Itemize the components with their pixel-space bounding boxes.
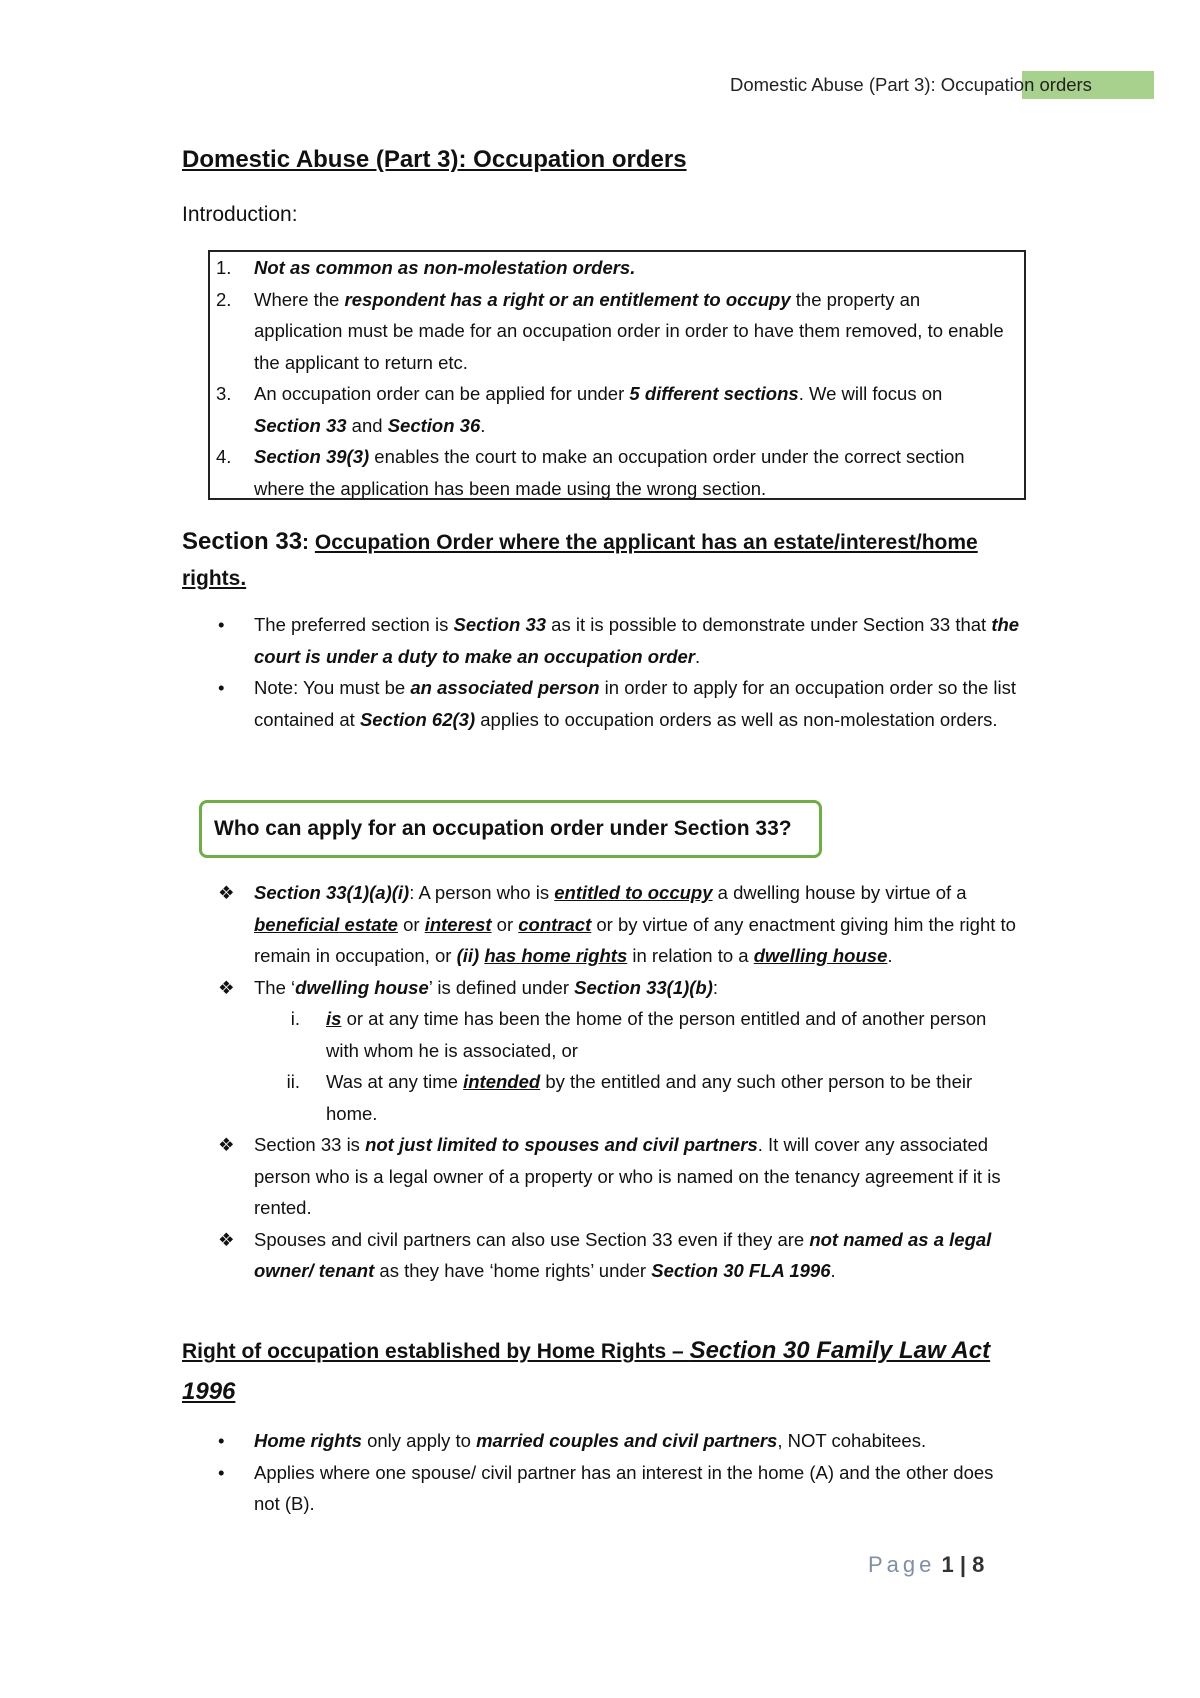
diamond-item-text: Section 33(1)(a)(i) <box>254 882 410 903</box>
diamond-item-text: dwelling house <box>295 976 429 998</box>
section-33-bullet-text: in order to apply for an occupation order so the list contained at <box>254 677 1017 730</box>
diamond-item-text: Spouses and civil partners can also use Section 33 even if they are <box>254 1228 810 1250</box>
section-33-bullet-text: Note: You must be <box>254 677 411 698</box>
diamond-item-text: Section 33(1)(b) <box>574 976 713 998</box>
diamond-item-text: a dwelling house by virtue of a <box>712 882 967 903</box>
sublist-item-text: intended <box>463 1071 541 1092</box>
section-33-label: Section 33 <box>182 528 303 555</box>
diamond-item-text: or <box>491 913 519 935</box>
diamond-item-text: as they have ‘home rights’ under <box>374 1260 652 1281</box>
diamond-item-text: or <box>397 913 425 935</box>
intro-item <box>216 252 1006 284</box>
diamond-bullet-icon: ❖ <box>218 976 235 998</box>
diamond-item-item <box>182 1129 1022 1224</box>
intro-item-number: 4. <box>216 446 232 467</box>
sublist-item-number: i. <box>290 1008 300 1029</box>
intro-list <box>216 252 1006 504</box>
bullet-dot-icon: • <box>218 1430 225 1451</box>
bullet-dot-icon: • <box>218 677 225 698</box>
section-30-bullet-item <box>182 1425 1022 1457</box>
section-33-bullet-text: Section 33 <box>453 614 547 635</box>
intro-item-text: Section 39(3) <box>254 446 370 467</box>
diamond-item-text: . <box>830 1260 836 1281</box>
diamond-item-text: not named as a legal owner/ tenant <box>254 1228 992 1281</box>
section-30-bullet-text: married couples and civil partners <box>476 1430 778 1451</box>
diamond-item-text: in relation to a <box>627 945 754 966</box>
callout-box: Who can apply for an occupation order under Section 33? <box>199 800 822 858</box>
sublist-item <box>254 1003 1022 1066</box>
section-33-bullet-text: an associated person <box>410 677 600 698</box>
diamond-item-text: . <box>887 945 893 966</box>
intro-item <box>216 284 1006 379</box>
section-30-heading <box>182 1331 1042 1413</box>
page-word: Page <box>868 1552 936 1577</box>
section-30-bullet-text: Home rights <box>254 1430 362 1451</box>
section-33-heading <box>182 524 1042 597</box>
section-33-bullet-item <box>182 609 1022 672</box>
page-title: Domestic Abuse (Part 3): Occupation orders <box>182 146 687 173</box>
intro-item-text: respondent has a right or an entitlement to occupy <box>344 288 791 310</box>
diamond-item-item <box>182 877 1022 972</box>
section-33-bullet-text: The preferred section is <box>254 614 454 635</box>
diamond-item-item <box>182 972 1022 1130</box>
intro-label: Introduction: <box>182 203 298 226</box>
intro-item-text: Not as common as non-molestation orders. <box>254 257 636 278</box>
section-30-bullets <box>182 1425 1022 1520</box>
bullet-dot-icon: • <box>218 614 225 635</box>
diamond-item-text: entitled to occupy <box>554 882 713 903</box>
diamond-bullet-icon: ❖ <box>218 1228 235 1250</box>
diamond-item-text: dwelling house <box>753 945 888 966</box>
section-30-bullet-text: , NOT cohabitees. <box>777 1430 927 1451</box>
section-30-bullet-text: Applies where one spouse/ civil partner has an interest in the home (A) and the other does not (B). <box>254 1461 994 1514</box>
section-30-bullet-item <box>182 1457 1022 1520</box>
diamond-item-text: Section 33 is <box>254 1134 366 1155</box>
diamond-item-text: contract <box>518 913 592 935</box>
diamond-item-item <box>182 1224 1022 1287</box>
section-30-title: Right of occupation established by Home Rights – <box>182 1340 690 1363</box>
diamond-item-text: Section 30 FLA 1996 <box>651 1260 831 1281</box>
intro-item-text: and <box>346 414 388 436</box>
diamond-item-text: . It will cover any associated person who is a legal owner of a property or who is named on the tenancy agreement if it is rented. <box>254 1134 1001 1218</box>
sublist-item-text: or at any time has been the home of the person entitled and of another person with whom he is associated, or <box>326 1008 987 1061</box>
diamond-item-text: or by virtue of any enactment giving him the right to remain in occupation, or <box>254 913 1016 966</box>
intro-item-number: 3. <box>216 383 232 404</box>
bullet-dot-icon: • <box>218 1461 225 1483</box>
intro-item-number: 1. <box>216 257 232 278</box>
sublist-item-number: ii. <box>286 1071 300 1092</box>
section-30-act: Section 30 Family Law Act 1996 <box>182 1337 991 1405</box>
sublist-item-text: by the entitled and any such other person to be their home. <box>326 1071 973 1124</box>
intro-item-text: enables the court to make an occupation order under the correct section where the application has been made using the wrong section. <box>254 446 965 499</box>
intro-item <box>216 378 1006 441</box>
diamond-item-text: beneficial estate <box>254 913 398 935</box>
section-33-title: Occupation Order where the applicant has an estate/interest/home rights. <box>182 531 978 590</box>
diamond-bullet-icon: ❖ <box>218 1134 235 1155</box>
diamond-item-text: : A person who is <box>409 882 555 903</box>
section-33-bullet-item <box>182 672 1022 735</box>
dwelling-house-sublist <box>254 1003 1022 1129</box>
section-33-colon: : <box>302 531 315 554</box>
section-33-bullet-text: as it is possible to demonstrate under Section 33 that <box>546 614 992 635</box>
intro-item <box>216 441 1006 504</box>
section-33-bullet-text: . <box>695 645 701 667</box>
page-current: 1 <box>941 1552 954 1577</box>
intro-item-number: 2. <box>216 288 232 310</box>
intro-item-text: . <box>480 414 486 436</box>
diamond-list <box>182 877 1022 1287</box>
intro-item-text: Section 36 <box>387 414 481 436</box>
diamond-item-text: The ‘ <box>254 976 296 998</box>
page-separator: | <box>953 1552 973 1577</box>
section-33-bullets <box>182 609 1022 735</box>
intro-item-text: An occupation order can be applied for under <box>254 383 630 404</box>
diamond-item-text: interest <box>424 913 492 935</box>
diamond-item-text: (ii) <box>456 945 480 966</box>
section-33-bullet-text: the court is under a duty to make an occupation order <box>254 614 1020 667</box>
diamond-item-text: has home rights <box>484 945 628 966</box>
running-header: Domestic Abuse (Part 3): Occupation orders <box>730 74 1092 95</box>
diamond-item-text: ’ is defined under <box>428 976 575 998</box>
sublist-item-text: Was at any time <box>326 1071 464 1092</box>
page-total: 8 <box>972 1552 985 1577</box>
sublist-item-text: is <box>326 1008 342 1029</box>
section-33-bullet-text: applies to occupation orders as well as non-molestation orders. <box>475 708 998 730</box>
intro-item-text: the property an application must be made for an occupation order in order to have them removed, to enable the applicant to return etc. <box>254 288 1004 373</box>
section-30-bullet-text: only apply to <box>361 1430 477 1451</box>
intro-item-text: 5 different sections <box>629 383 799 404</box>
diamond-item-text: not just limited to spouses and civil partners <box>365 1134 758 1155</box>
diamond-item-text: : <box>712 976 719 998</box>
intro-item-text: Where the <box>254 288 345 310</box>
section-33-bullet-text: Section 62(3) <box>359 708 476 730</box>
intro-item-text: . We will focus on <box>798 383 943 404</box>
sublist-item <box>254 1066 1022 1129</box>
intro-item-text: Section 33 <box>254 414 347 436</box>
page-footer <box>868 1552 984 1578</box>
diamond-bullet-icon: ❖ <box>218 882 235 903</box>
